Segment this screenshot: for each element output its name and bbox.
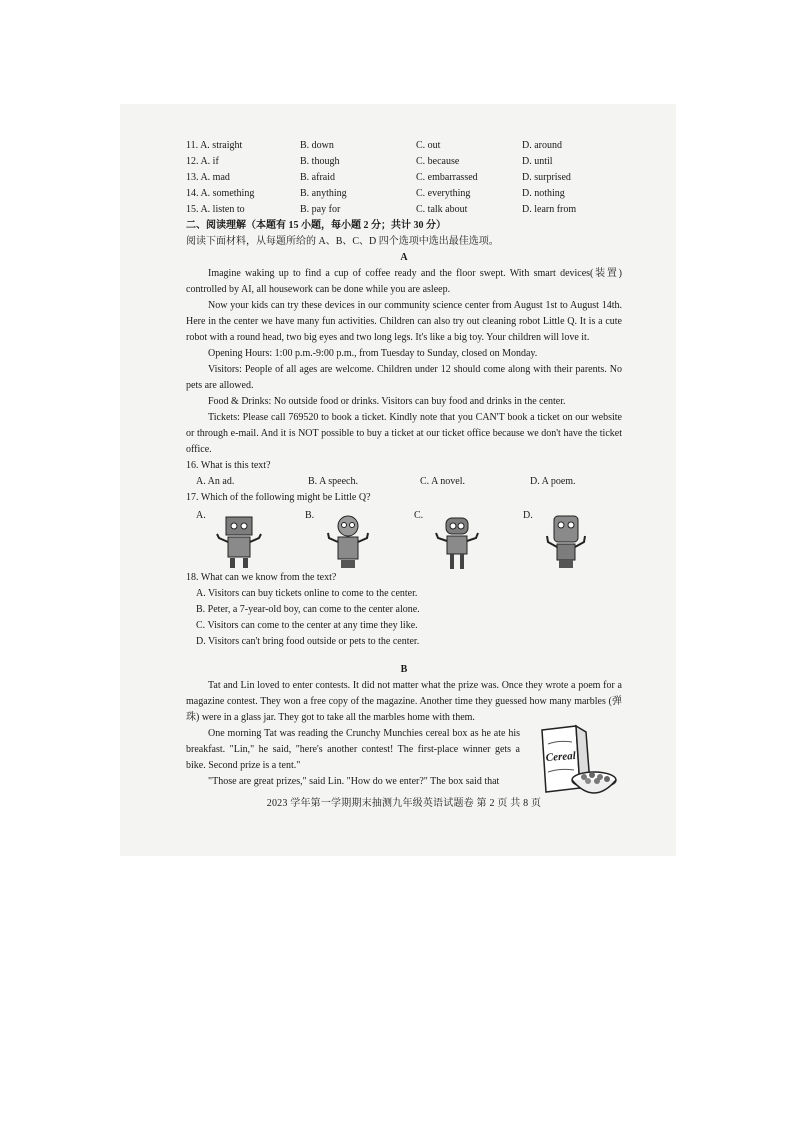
option-a[interactable]: A. An ad.: [196, 476, 235, 487]
passage-b-paragraph: "Those are great prizes," said Lin. "How do we enter?" The box said that: [208, 776, 500, 787]
option-d[interactable]: D.: [513, 508, 622, 570]
exam-page: [186, 138, 622, 812]
option-d[interactable]: D. A poem.: [530, 476, 576, 487]
passage-b-paragraph: Tat and Lin loved to enter contests. It did not matter what the prize was. Once they wrote a poem for a magazine contest. They won a free copy of the magazine. Another time they guessed how many marbles (弹珠) were in a glass jar. They got to take all the marbles home with them.: [186, 680, 622, 723]
option-a[interactable]: A. Visitors can buy tickets online to come to the center.: [196, 588, 418, 599]
option-d[interactable]: D. learn from: [522, 204, 577, 215]
option-a[interactable]: 14. A. something: [186, 188, 255, 199]
robot-long-legs-icon: [432, 514, 482, 570]
option-b[interactable]: B. A speech.: [308, 476, 358, 487]
vocab-option-row: [186, 154, 622, 170]
option-c[interactable]: C.: [404, 508, 513, 570]
option-c[interactable]: C. talk about: [416, 204, 468, 215]
question-stem: 17. Which of the following might be Little Q?: [186, 492, 371, 503]
food-drinks-info: Food & Drinks: No outside food or drinks. Visitors can buy food and drinks in the center.: [208, 396, 566, 407]
tickets-info: Tickets: Please call 769520 to book a ticket. Kindly note that you CAN'T book a ticket on our website or through e-mail. And it is NOT possible to buy a ticket at our ticket office because we don't have the ticket office.: [186, 412, 622, 455]
option-a[interactable]: A.: [186, 508, 295, 570]
passage-b-label: B: [400, 664, 408, 675]
opening-hours: Opening Hours: 1:00 p.m.-9:00 p.m., from Tuesday to Sunday, closed on Monday.: [208, 348, 538, 359]
option-d[interactable]: D. around: [522, 140, 562, 151]
question-17: [186, 490, 622, 570]
option-a[interactable]: 13. A. mad: [186, 172, 230, 183]
passage-b-paragraph: One morning Tat was reading the Crunchy Munchies cereal box as he ate his breakfast. "Lin," he said, "here's another contest! The first-place winner gets a bike. Second prize is a tent.": [186, 728, 520, 771]
option-d[interactable]: D. until: [522, 156, 553, 167]
passage-a-paragraph: Now your kids can try these devices in our community science center from August 1st to August 14th. Here in the center we have many fun activities. Children can also try out cleaning robot Little Q. It is a cute robot with a round head, two big eyes and two long legs. It's like a big toy. Your children will love it.: [186, 300, 622, 343]
option-a[interactable]: 12. A. if: [186, 156, 219, 167]
option-b[interactable]: B. afraid: [300, 172, 335, 183]
option-a[interactable]: 11. A. straight: [186, 140, 243, 151]
question-18: [186, 570, 622, 650]
passage-a-paragraph: Imagine waking up to find a cup of coffee ready and the floor swept. With smart devices(装置) controlled by AI, all housework can be done while you are asleep.: [186, 268, 622, 295]
question-16: [186, 458, 622, 490]
option-a[interactable]: 15. A. listen to: [186, 204, 245, 215]
option-b[interactable]: B.: [295, 508, 404, 570]
vocab-option-row: [186, 202, 622, 218]
option-d[interactable]: D. surprised: [522, 172, 571, 183]
robot-tall-head-icon: [541, 514, 591, 570]
passage-a-label: A: [400, 252, 408, 263]
passage-b-body: [186, 678, 622, 790]
vocab-option-row: [186, 138, 622, 154]
cereal-box-label: Cereal: [545, 749, 577, 764]
vocab-options-table: [186, 138, 622, 218]
option-b[interactable]: B. Peter, a 7-year-old boy, can come to the center alone.: [196, 604, 420, 615]
option-c[interactable]: C. Visitors can come to the center at any time they like.: [196, 620, 418, 631]
section2-title: 二、阅读理解（本题有 15 小题，每小题 2 分；共计 30 分）: [186, 220, 446, 231]
option-d[interactable]: D. Visitors can't bring food outside or pets to the center.: [196, 636, 420, 647]
robot-square-head-icon: [214, 514, 264, 570]
page-footer: 2023 学年第一学期期末抽测九年级英语试题卷 第 2 页 共 8 页: [266, 798, 542, 809]
vocab-option-row: [186, 186, 622, 202]
robot-round-head-icon: [323, 514, 373, 570]
option-d[interactable]: D. nothing: [522, 188, 565, 199]
option-c[interactable]: C. out: [416, 140, 441, 151]
option-b[interactable]: B. down: [300, 140, 334, 151]
option-b[interactable]: B. pay for: [300, 204, 341, 215]
option-b[interactable]: B. though: [300, 156, 340, 167]
question-stem: 18. What can we know from the text?: [186, 572, 337, 583]
option-c[interactable]: C. everything: [416, 188, 471, 199]
section2-instruction: 阅读下面材料，从每题所给的 A、B、C、D 四个选项中选出最佳选项。: [186, 236, 499, 247]
visitors-info: Visitors: People of all ages are welcome. Children under 12 should come along with their parents. No pets are allowed.: [186, 364, 622, 391]
cereal-box-bowl-illustration: [536, 724, 620, 800]
option-b[interactable]: B. anything: [300, 188, 347, 199]
option-c[interactable]: C. embarrassed: [416, 172, 478, 183]
option-c[interactable]: C. because: [416, 156, 460, 167]
question-stem: 16. What is this text?: [186, 460, 271, 471]
vocab-option-row: [186, 170, 622, 186]
option-c[interactable]: C. A novel.: [420, 476, 466, 487]
